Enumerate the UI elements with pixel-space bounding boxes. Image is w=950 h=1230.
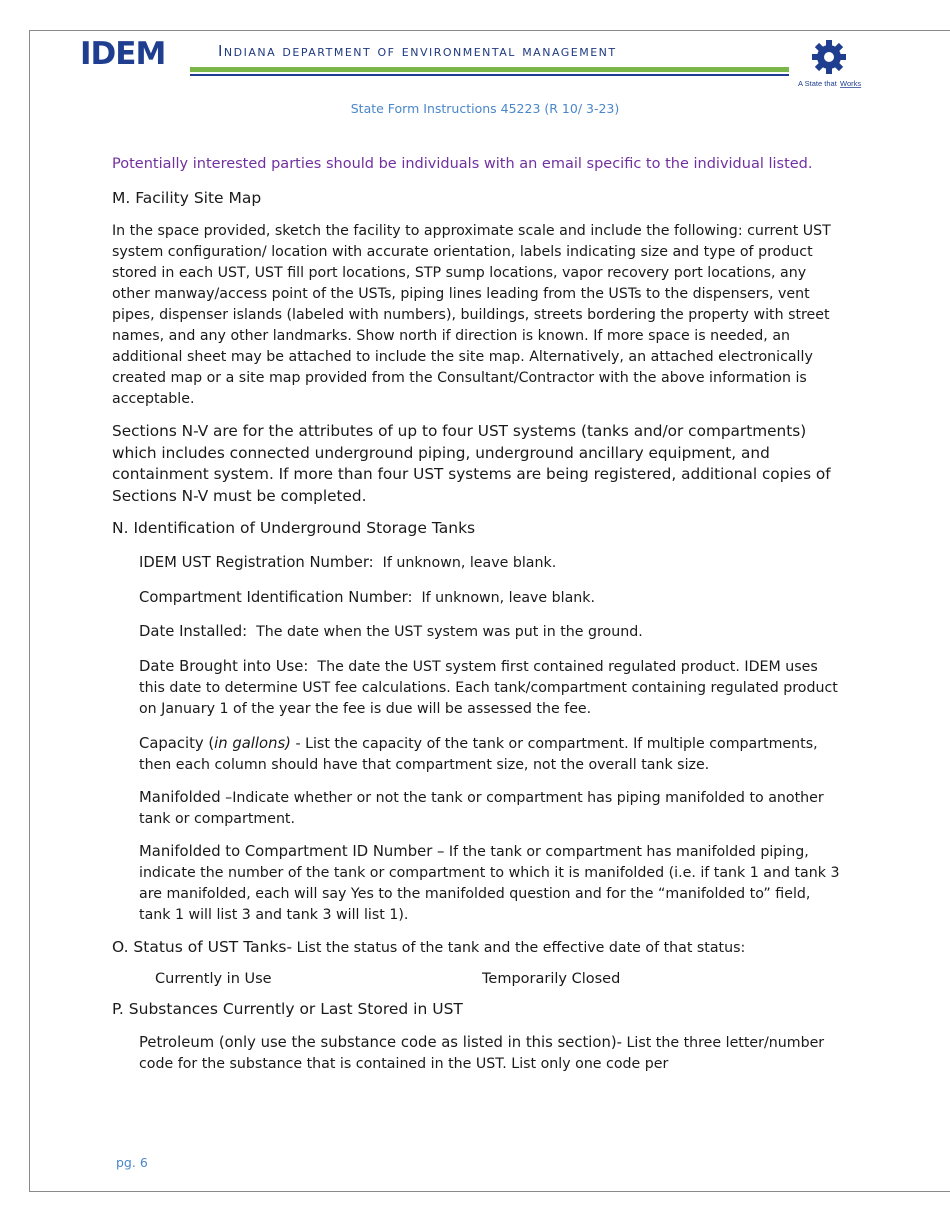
n-item-label: Capacity ( — [139, 735, 215, 752]
n-item-manifolded-to — [139, 841, 840, 926]
n-item-label: Date Installed: — [139, 623, 248, 640]
header-rule-blue — [190, 74, 789, 76]
section-m-text: In the space provided, sketch the facility to approximate scale and include the following: current UST system configuration/ location with accurate orientation, labels indicating size and type of product stored in each UST, UST fill port locations, STP sump locations, vapor recovery port locations, any other manway/access point of the USTs, piping lines leading from the USTs to the dispensers, vent pipes, dispenser islands (labeled with numbers), buildings, streets bordering the property with street names, and any other landmarks. Show north if direction is known. If more space is needed, an additional sheet may be attached to include the site map. Alternatively, an attached electronically created map or a site map provided from the Consultant/Contractor with the above information is acceptable. — [112, 223, 831, 407]
intro-note: Potentially interested parties should be individuals with an email specific to the individual listed. — [112, 156, 813, 172]
seal-caption-works: Works — [840, 79, 862, 88]
status-currently-in-use: Currently in Use — [155, 971, 272, 987]
status-temporarily-closed: Temporarily Closed — [482, 971, 621, 987]
p-item-text: List the three letter/number code for the substance that is contained in the UST. List only one code per — [139, 1035, 825, 1072]
n-item-label: IDEM UST Registration Number: — [139, 554, 374, 571]
n-item-text: The date when the UST system was put in the ground. — [256, 624, 643, 640]
section-n-heading: N. Identification of Underground Storage Tanks — [112, 519, 476, 537]
p-item-petroleum — [139, 1032, 840, 1075]
n-item-text: –Indicate whether or not the tank or compartment has piping manifolded to another tank or compartment. — [139, 790, 824, 827]
state-seal-icon — [796, 38, 862, 90]
n-item-text: - List the capacity of the tank or compartment. If multiple compartments, then each column should have that compartment size, not the overall tank size. — [139, 736, 818, 773]
agency-name: Indiana department of environmental management — [218, 42, 617, 60]
header-rule-green — [190, 67, 789, 72]
sections-n-v-note: Sections N-V are for the attributes of up to four UST systems (tanks and/or compartments) which includes connected underground piping, underground ancillary equipment, and containment system. If more than four UST systems are being registered, additional copies of Sections N-V must be completed. — [112, 422, 831, 505]
n-item-text: The date the UST system first contained regulated product. IDEM uses this date to determine UST fee calculations. Each tank/compartment containing regulated product on January 1 of the year the fee is due will be assessed the fee. — [139, 659, 838, 717]
section-o-text: List the status of the tank and the effective date of that status: — [296, 940, 746, 956]
status-options — [112, 971, 840, 993]
n-item-label: Manifolded to Compartment ID Number – — [139, 843, 445, 860]
n-item-date-installed — [139, 621, 840, 643]
section-o-heading: O. Status of UST Tanks- — [112, 938, 293, 956]
section-p-heading: P. Substances Currently or Last Stored in UST — [112, 1000, 463, 1018]
n-item-label: Compartment Identification Number: — [139, 589, 413, 606]
section-m-heading: M. Facility Site Map — [112, 189, 262, 207]
instructions-body — [112, 154, 840, 1075]
n-item-label-italic: in gallons) — [214, 735, 291, 752]
page-number: pg. 6 — [116, 1155, 148, 1170]
n-item-registration-number — [139, 552, 840, 574]
n-item-label: Date Brought into Use: — [139, 658, 309, 675]
n-item-text: If the tank or compartment has manifolded piping, indicate the number of the tank or compartment to which it is manifolded (i.e. if tank 1 and tank 3 are manifolded, each will say Yes to the manifolded question and for the “manifolded to” field, tank 1 will list 3 and tank 3 will list 1). — [139, 844, 840, 923]
n-item-label: Manifolded — [139, 789, 221, 806]
n-item-capacity — [139, 733, 840, 776]
form-identifier: State Form Instructions 45223 (R 10/ 3-23) — [350, 101, 620, 116]
n-item-compartment-id — [139, 587, 840, 609]
n-item-text: If unknown, leave blank. — [421, 590, 596, 606]
section-o — [112, 937, 840, 959]
seal-caption: A State that — [798, 79, 837, 88]
idem-logo: IDEM — [80, 36, 166, 72]
n-item-manifolded — [139, 787, 840, 830]
n-item-text: If unknown, leave blank. — [382, 555, 557, 571]
p-item-label: Petroleum (only use the substance code as listed in this section)- — [139, 1034, 622, 1051]
n-item-date-into-use — [139, 656, 840, 720]
